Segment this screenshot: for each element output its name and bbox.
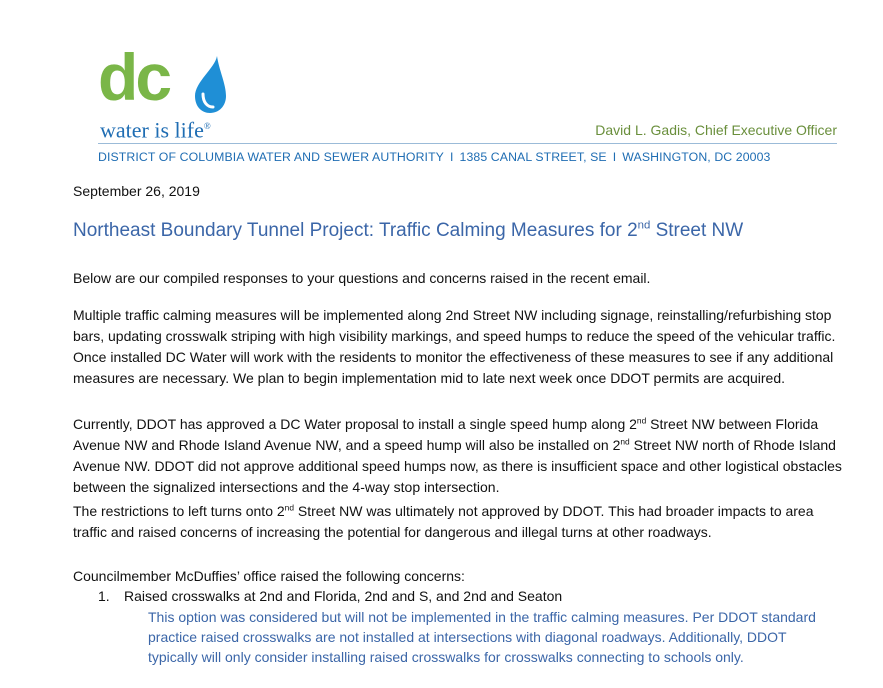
page-title: Northeast Boundary Tunnel Project: Traffic Calming Measures for 2nd Street NW [73, 219, 744, 241]
logo-tagline: water is life® [100, 117, 211, 143]
list-number: 1. [98, 588, 110, 604]
council-paragraph: Councilmember McDuffies’ office raised the following concerns: [73, 568, 465, 584]
dc-water-logo [98, 40, 248, 143]
logo-letters: dc [98, 40, 170, 114]
letter-date: September 26, 2019 [73, 183, 200, 199]
letterhead-divider [98, 143, 837, 144]
street-address: 1385 CANAL STREET, SE [459, 150, 607, 164]
concern-list-item [98, 586, 562, 606]
address-line [98, 150, 771, 164]
water-drop-icon [191, 54, 229, 114]
ceo-line: David L. Gadis, Chief Executive Officer [595, 122, 837, 138]
authority-name: DISTRICT OF COLUMBIA WATER AND SEWER AUTHORITY [98, 150, 444, 164]
intro-paragraph: Below are our compiled responses to your questions and concerns raised in the recent email. [73, 270, 651, 286]
city-state-zip: WASHINGTON, DC 20003 [622, 150, 771, 164]
left-turns-paragraph: The restrictions to left turns onto 2nd Street NW was ultimately not approved by DDOT. This had broader impacts to area traffic and raised concerns of increasing the potential for dangerous and illegal turns at other roadways. [73, 502, 814, 540]
separator: I [449, 150, 454, 164]
concern-response: This option was considered but will not be implemented in the traffic calming measures. Per DDOT standard practice raised crosswalks are not installed at intersections with diagonal roadways. Additionally, DDOT typically will only consider installing raised crosswalks for crosswalks connecting to schools only. [148, 609, 816, 665]
measures-paragraph: Multiple traffic calming measures will be implemented along 2nd Street NW including signage, reinstalling/refurbishing stop bars, updating crosswalk striping with high visibility markings, and speed humps to reduce the speed of the vehicular traffic. Once installed DC Water will work with the residents to monitor the effectiveness of these measures to see if any additional measures are necessary. We plan to begin implementation mid to late next week once DDOT permits are acquired. [73, 307, 836, 386]
ddot-paragraph: Currently, DDOT has approved a DC Water proposal to install a single speed hump along 2nd Street NW between Florida Avenue NW and Rhode Island Avenue NW, and a speed hump will also be installed on 2nd Street NW north of Rhode Island Avenue NW. DDOT did not approve additional speed humps now, as there is insufficient space and other logistical obstacles between the signalized intersections and the 4-way stop intersection. [73, 415, 842, 495]
separator: I [612, 150, 617, 164]
concern-text: Raised crosswalks at 2nd and Florida, 2nd and S, and 2nd and Seaton [124, 588, 563, 604]
